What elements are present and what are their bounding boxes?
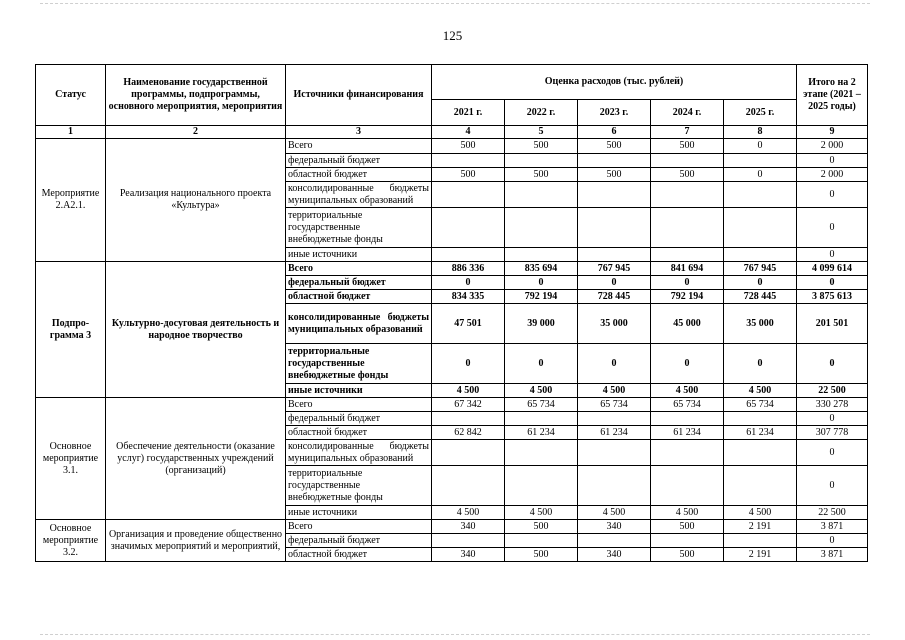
value-cell: 2 191 <box>724 548 797 562</box>
total-cell: 0 <box>797 208 868 248</box>
value-cell: 4 500 <box>724 506 797 520</box>
source-cell <box>286 208 432 248</box>
header-year: 2022 г. <box>505 100 578 126</box>
table-row <box>36 262 868 276</box>
value-cell: 500 <box>578 139 651 154</box>
value-cell <box>578 534 651 548</box>
value-cell <box>724 182 797 208</box>
value-cell: 4 500 <box>432 384 505 398</box>
value-cell: 0 <box>651 276 724 290</box>
value-cell: 45 000 <box>651 304 724 344</box>
value-cell: 0 <box>432 344 505 384</box>
value-cell <box>651 412 724 426</box>
header-year: 2021 г. <box>432 100 505 126</box>
value-cell <box>432 182 505 208</box>
value-cell: 4 500 <box>578 384 651 398</box>
column-number: 4 <box>432 126 505 139</box>
total-cell: 307 778 <box>797 426 868 440</box>
column-number: 2 <box>106 126 286 139</box>
source-cell: областной бюджет <box>286 548 432 562</box>
total-cell: 0 <box>797 534 868 548</box>
value-cell: 340 <box>432 548 505 562</box>
table-row <box>36 139 868 154</box>
value-cell <box>432 440 505 466</box>
value-cell: 47 501 <box>432 304 505 344</box>
value-cell: 340 <box>578 520 651 534</box>
source-cell: областной бюджет <box>286 426 432 440</box>
column-number-row <box>36 126 868 139</box>
value-cell: 767 945 <box>578 262 651 276</box>
source-cell: Всего <box>286 520 432 534</box>
value-cell <box>578 440 651 466</box>
value-cell <box>651 466 724 506</box>
value-cell: 61 234 <box>651 426 724 440</box>
source-text: территориальные государственные внебюджетные фонды <box>288 209 383 245</box>
value-cell: 835 694 <box>505 262 578 276</box>
source-cell: федеральный бюджет <box>286 412 432 426</box>
value-cell: 0 <box>724 344 797 384</box>
total-cell: 2 000 <box>797 168 868 182</box>
column-number: 5 <box>505 126 578 139</box>
value-cell <box>651 534 724 548</box>
source-cell: федеральный бюджет <box>286 534 432 548</box>
value-cell: 0 <box>724 276 797 290</box>
value-cell <box>724 534 797 548</box>
value-cell <box>578 248 651 262</box>
header-source: Источники финансирования <box>286 65 432 126</box>
value-cell: 500 <box>505 168 578 182</box>
value-cell: 61 234 <box>578 426 651 440</box>
value-cell <box>432 412 505 426</box>
value-cell: 0 <box>651 344 724 384</box>
bottom-scan-rule <box>40 634 870 635</box>
value-cell <box>578 412 651 426</box>
total-cell: 0 <box>797 440 868 466</box>
value-cell <box>724 208 797 248</box>
value-cell: 500 <box>651 548 724 562</box>
total-cell: 201 501 <box>797 304 868 344</box>
total-cell: 0 <box>797 182 868 208</box>
total-cell: 3 875 613 <box>797 290 868 304</box>
value-cell: 0 <box>724 139 797 154</box>
source-cell: Всего <box>286 262 432 276</box>
value-cell <box>432 248 505 262</box>
value-cell: 61 234 <box>505 426 578 440</box>
value-cell: 841 694 <box>651 262 724 276</box>
total-cell: 0 <box>797 276 868 290</box>
header-year: 2024 г. <box>651 100 724 126</box>
total-cell: 0 <box>797 466 868 506</box>
header-name: Наименование государственной программы, подпрограммы, основного мероприятия, мероприятия <box>106 65 286 126</box>
row-name: Организация и проведение общественно значимых мероприятий и мероприятий, <box>106 520 286 562</box>
value-cell <box>505 466 578 506</box>
total-cell: 22 500 <box>797 384 868 398</box>
value-cell: 0 <box>432 276 505 290</box>
value-cell: 65 734 <box>724 398 797 412</box>
row-status: Основное мероприятие 3.2. <box>36 520 106 562</box>
budget-table <box>35 64 868 562</box>
value-cell <box>505 248 578 262</box>
value-cell <box>651 440 724 466</box>
column-number: 6 <box>578 126 651 139</box>
value-cell <box>432 466 505 506</box>
value-cell: 4 500 <box>505 506 578 520</box>
row-name: Обеспечение деятельности (оказание услуг) государственных учреждений (организаций) <box>106 398 286 520</box>
total-cell: 0 <box>797 248 868 262</box>
value-cell: 728 445 <box>724 290 797 304</box>
source-cell: консолидированные бюджеты муниципальных образований <box>286 182 432 208</box>
value-cell: 340 <box>432 520 505 534</box>
source-cell <box>286 344 432 384</box>
source-cell: консолидированные бюджеты муниципальных образований <box>286 304 432 344</box>
value-cell <box>724 154 797 168</box>
total-cell: 22 500 <box>797 506 868 520</box>
value-cell <box>505 534 578 548</box>
value-cell <box>578 182 651 208</box>
value-cell: 0 <box>505 344 578 384</box>
value-cell: 4 500 <box>724 384 797 398</box>
total-cell: 2 000 <box>797 139 868 154</box>
total-cell: 3 871 <box>797 520 868 534</box>
source-text: территориальные государственные внебюджетные фонды <box>288 467 383 503</box>
value-cell: 767 945 <box>724 262 797 276</box>
page-number: 125 <box>442 28 463 43</box>
source-cell: Всего <box>286 139 432 154</box>
value-cell: 4 500 <box>505 384 578 398</box>
column-number: 9 <box>797 126 868 139</box>
value-cell <box>578 208 651 248</box>
source-cell: Всего <box>286 398 432 412</box>
value-cell <box>432 534 505 548</box>
row-name: Культурно-досуговая деятельность и народное творчество <box>106 262 286 398</box>
source-cell: консолидированные бюджеты муниципальных образований <box>286 440 432 466</box>
table-row <box>36 520 868 534</box>
value-cell <box>505 440 578 466</box>
value-cell <box>651 182 724 208</box>
value-cell <box>432 208 505 248</box>
value-cell: 500 <box>578 168 651 182</box>
value-cell: 792 194 <box>651 290 724 304</box>
value-cell: 4 500 <box>651 506 724 520</box>
source-cell: областной бюджет <box>286 168 432 182</box>
value-cell: 0 <box>578 344 651 384</box>
value-cell: 500 <box>651 168 724 182</box>
value-cell <box>724 248 797 262</box>
row-status: Мероприятие 2.А2.1. <box>36 139 106 262</box>
value-cell: 62 842 <box>432 426 505 440</box>
total-cell: 3 871 <box>797 548 868 562</box>
value-cell <box>724 440 797 466</box>
column-number: 1 <box>36 126 106 139</box>
value-cell: 728 445 <box>578 290 651 304</box>
total-cell: 330 278 <box>797 398 868 412</box>
source-text: территориальные государственные внебюджетные фонды <box>288 345 389 381</box>
value-cell <box>651 248 724 262</box>
total-cell: 0 <box>797 412 868 426</box>
value-cell: 834 335 <box>432 290 505 304</box>
value-cell: 0 <box>724 168 797 182</box>
value-cell: 500 <box>432 139 505 154</box>
value-cell: 886 336 <box>432 262 505 276</box>
source-cell: федеральный бюджет <box>286 154 432 168</box>
value-cell: 792 194 <box>505 290 578 304</box>
value-cell: 2 191 <box>724 520 797 534</box>
value-cell: 340 <box>578 548 651 562</box>
total-cell: 4 099 614 <box>797 262 868 276</box>
value-cell: 67 342 <box>432 398 505 412</box>
header-year: 2025 г. <box>724 100 797 126</box>
value-cell <box>578 466 651 506</box>
top-scan-rule <box>40 3 870 4</box>
row-status: Подпро-грамма 3 <box>36 262 106 398</box>
value-cell <box>651 208 724 248</box>
value-cell: 35 000 <box>578 304 651 344</box>
value-cell <box>651 154 724 168</box>
source-cell: иные источники <box>286 248 432 262</box>
header-total: Итого на 2 этапе (2021 – 2025 годы) <box>797 65 868 126</box>
header-year: 2023 г. <box>578 100 651 126</box>
table-row <box>36 398 868 412</box>
source-cell: областной бюджет <box>286 290 432 304</box>
value-cell: 61 234 <box>724 426 797 440</box>
value-cell <box>432 154 505 168</box>
value-cell: 4 500 <box>432 506 505 520</box>
value-cell <box>505 412 578 426</box>
row-name: Реализация национального проекта «Культура» <box>106 139 286 262</box>
value-cell <box>724 466 797 506</box>
column-number: 3 <box>286 126 432 139</box>
source-cell <box>286 466 432 506</box>
column-number: 8 <box>724 126 797 139</box>
source-cell: федеральный бюджет <box>286 276 432 290</box>
value-cell: 500 <box>651 520 724 534</box>
header-status: Статус <box>36 65 106 126</box>
value-cell: 0 <box>505 276 578 290</box>
value-cell <box>724 412 797 426</box>
value-cell: 500 <box>505 548 578 562</box>
value-cell: 500 <box>432 168 505 182</box>
value-cell: 0 <box>578 276 651 290</box>
value-cell: 65 734 <box>651 398 724 412</box>
row-status: Основное мероприятие 3.1. <box>36 398 106 520</box>
value-cell: 39 000 <box>505 304 578 344</box>
column-number: 7 <box>651 126 724 139</box>
value-cell <box>505 182 578 208</box>
value-cell: 4 500 <box>651 384 724 398</box>
value-cell: 500 <box>651 139 724 154</box>
value-cell: 35 000 <box>724 304 797 344</box>
total-cell: 0 <box>797 154 868 168</box>
value-cell <box>505 208 578 248</box>
value-cell: 65 734 <box>505 398 578 412</box>
value-cell: 500 <box>505 139 578 154</box>
value-cell <box>505 154 578 168</box>
total-cell: 0 <box>797 344 868 384</box>
source-cell: иные источники <box>286 506 432 520</box>
value-cell: 65 734 <box>578 398 651 412</box>
source-cell: иные источники <box>286 384 432 398</box>
header-estimate: Оценка расходов (тыс. рублей) <box>432 65 797 100</box>
value-cell: 500 <box>505 520 578 534</box>
value-cell <box>578 154 651 168</box>
value-cell: 4 500 <box>578 506 651 520</box>
